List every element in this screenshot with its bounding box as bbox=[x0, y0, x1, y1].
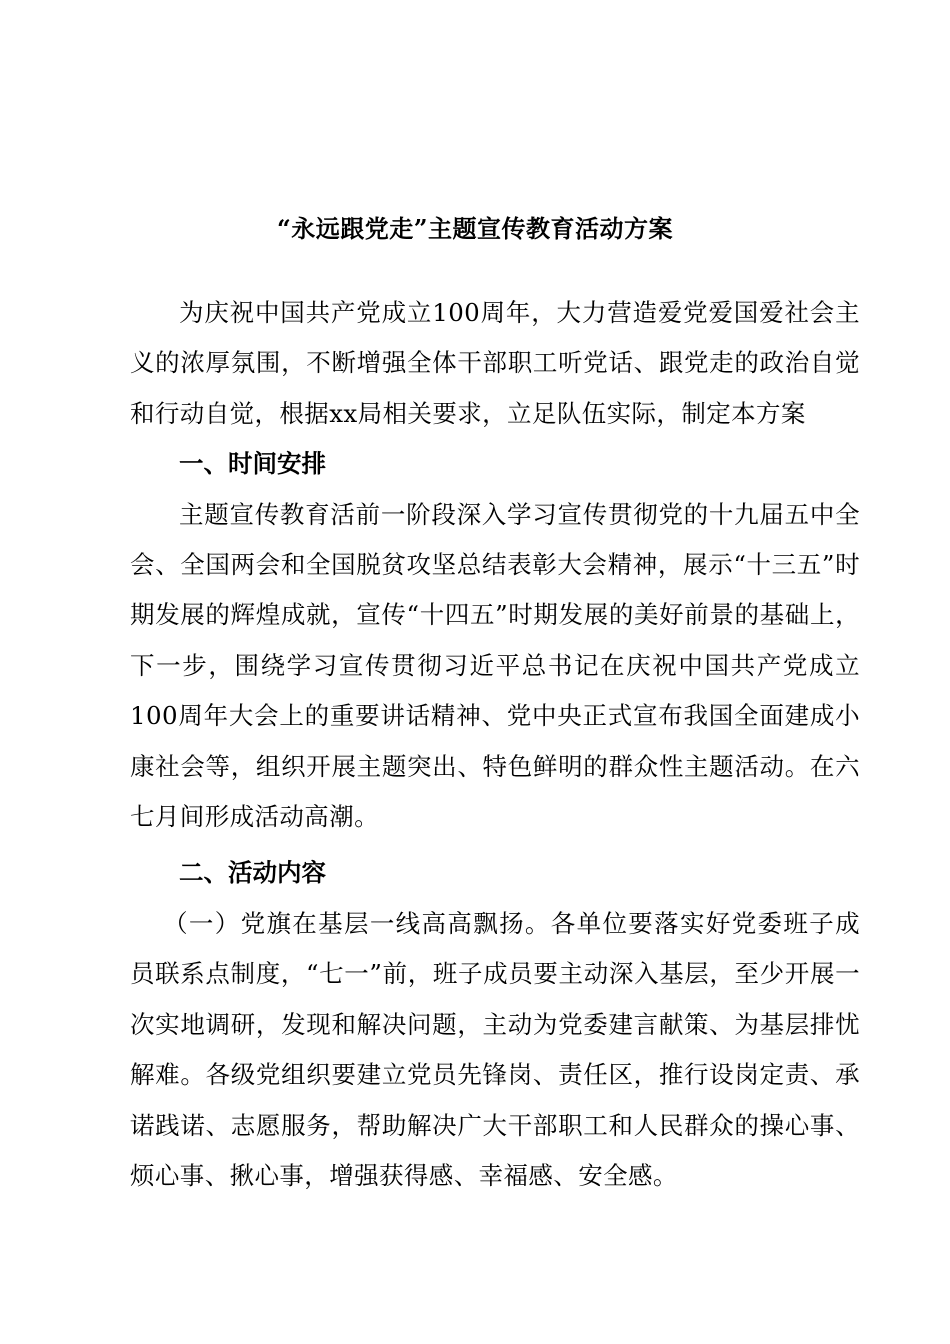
section-heading-activities: 二、活动内容 bbox=[179, 858, 326, 888]
activity-item-paragraph: （一）党旗在基层一线高高飘扬。各单位要落实好党委班子成员联系点制度，“七一”前，班子成员要主动深入基层，至少开展一次实地调研，发现和解决问题，主动为党委建言献策、为基层排忧解难。各级党组织要建立党员先锋岗、责任区，推行设岗定责、承诺践诺、志愿服务，帮助解决广大干部职工和人民群众的操心事、烦心事、揪心事，增强获得感、幸福感、安全感。 bbox=[130, 908, 860, 1190]
intro-paragraph: 为庆祝中国共产党成立100周年，大力营造爱党爱国爱社会主义的浓厚氛围，不断增强全体干部职工听党话、跟党走的政治自觉和行动自觉，根据xx局相关要求，立足队伍实际，制定本方案 bbox=[130, 298, 860, 428]
schedule-paragraph: 主题宣传教育活前一阶段深入学习宣传贯彻党的十九届五中全会、全国两会和全国脱贫攻坚总结表彰大会精神，展示“十三五”时期发展的辉煌成就，宣传“十四五”时期发展的美好前景的基础上，下一步，围绕学习宣传贯彻习近平总书记在庆祝中国共产党成立100周年大会上的重要讲话精神、党中央正式宣布我国全面建成小康社会等，组织开展主题突出、特色鲜明的群众性主题活动。在六七月间形成活动高潮。 bbox=[130, 499, 860, 832]
document-body bbox=[130, 288, 860, 1201]
section-heading-schedule: 一、时间安排 bbox=[179, 449, 326, 479]
document-title: “永远跟党走”主题宣传教育活动方案 bbox=[276, 214, 674, 243]
